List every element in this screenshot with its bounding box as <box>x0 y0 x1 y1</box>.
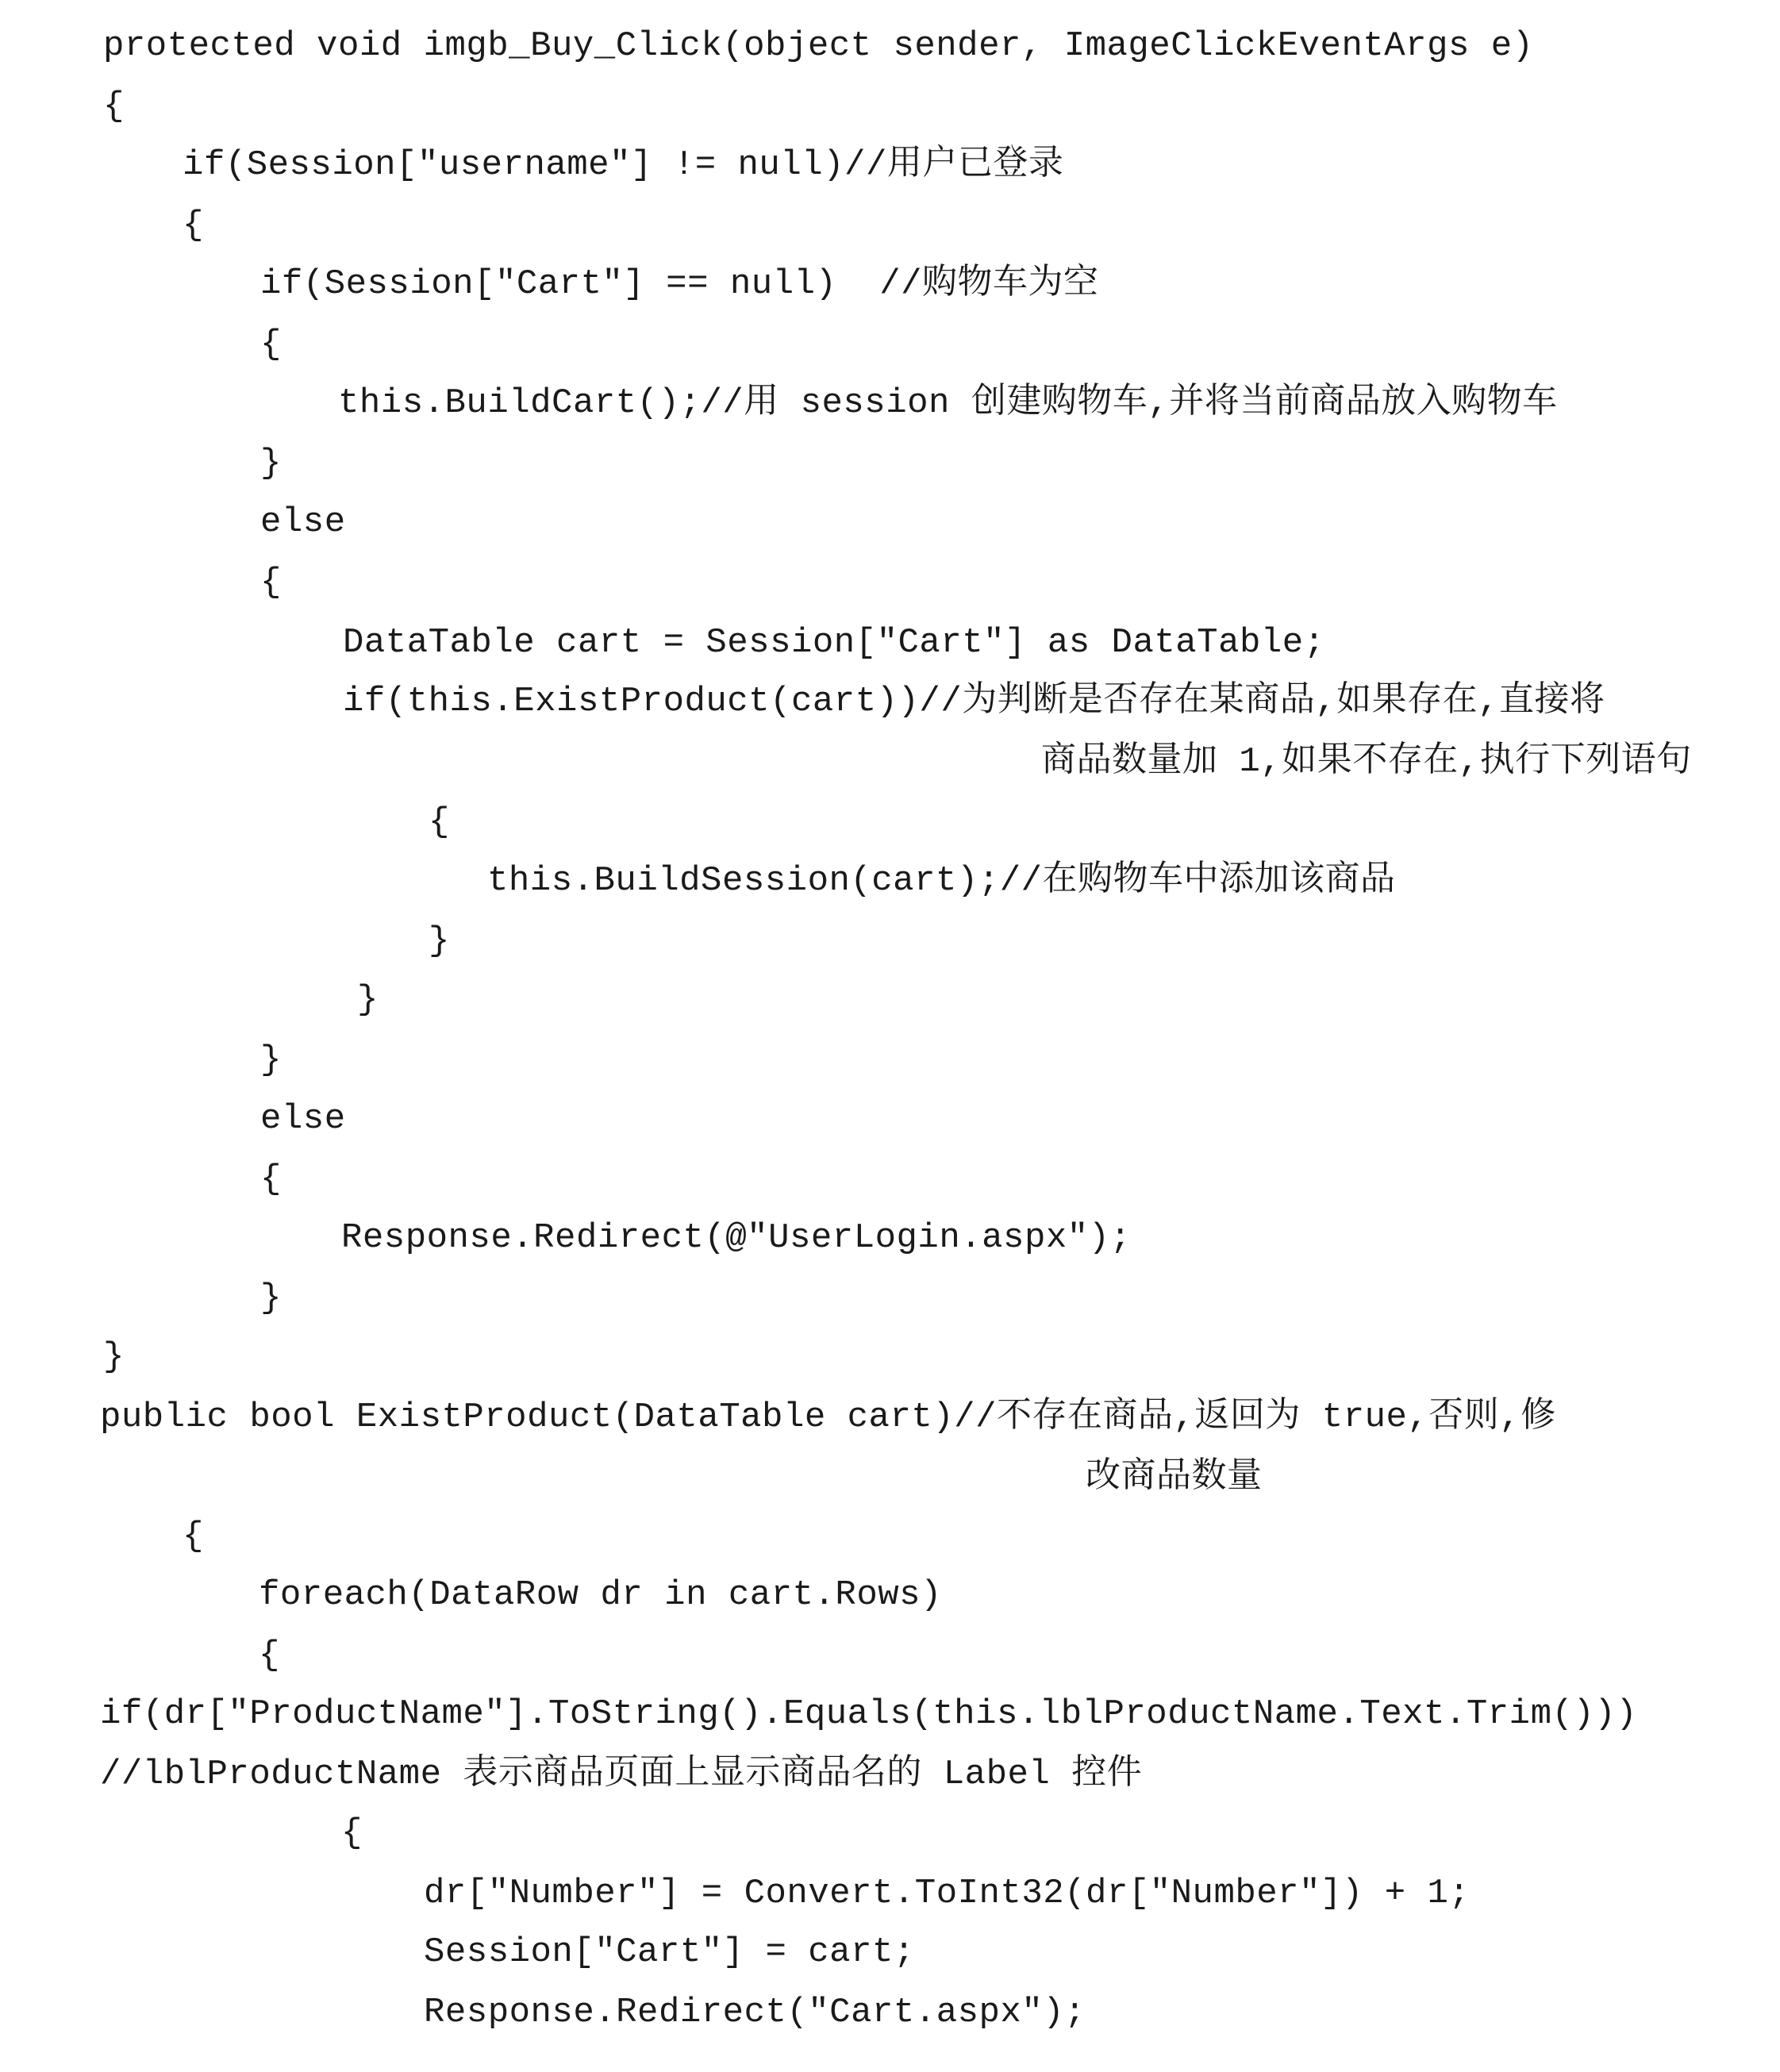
code-line: this.BuildCart();//用 session 创建购物车,并将当前商品放入购物车 <box>338 383 1558 423</box>
code-line: //lblProductName 表示商品页面上显示商品名的 Label 控件 <box>100 1755 1143 1794</box>
code-line: { <box>341 1813 363 1853</box>
code-line: Session["Cart"] = cart; <box>424 1932 915 1972</box>
code-line: { <box>103 86 125 126</box>
code-line: if(dr["ProductName"].ToString().Equals(this.lblProductName.Text.Trim())) <box>100 1694 1638 1734</box>
code-line: 商品数量加 1,如果不存在,执行下列语句 <box>1041 742 1692 782</box>
code-line: } <box>357 980 379 1020</box>
code-line: { <box>183 1517 204 1556</box>
code-line: } <box>103 1337 125 1377</box>
code-line: if(Session["Cart"] == null) //购物车为空 <box>260 264 1099 304</box>
code-line: if(this.ExistProduct(cart))//为判断是否存在某商品,如果存在,直接将 <box>343 682 1605 721</box>
code-line: this.BuildSession(cart);//在购物车中添加该商品 <box>487 861 1396 901</box>
code-line: } <box>429 921 450 961</box>
code-line: { <box>259 1636 280 1675</box>
code-line: } <box>260 444 282 483</box>
code-line: foreach(DataRow dr in cart.Rows) <box>259 1575 942 1615</box>
code-line: if(Session["username"] != null)//用户已登录 <box>183 145 1064 185</box>
code-line: { <box>429 802 450 842</box>
code-line: public bool ExistProduct(DataTable cart)//不存在商品,返回为 true,否则,修 <box>100 1397 1556 1437</box>
code-line: } <box>260 1040 282 1080</box>
code-line: { <box>260 325 282 364</box>
code-line: else <box>260 1099 346 1139</box>
code-line: Response.Redirect("Cart.aspx"); <box>424 1993 1086 2032</box>
code-line: protected void imgb_Buy_Click(object sender, ImageClickEventArgs e) <box>103 26 1534 66</box>
code-line: DataTable cart = Session["Cart"] as DataTable; <box>343 623 1325 663</box>
code-line: else <box>260 502 346 542</box>
code-line: { <box>260 1159 282 1199</box>
code-line: Response.Redirect(@"UserLogin.aspx"); <box>341 1218 1132 1258</box>
code-line: } <box>260 1278 282 1318</box>
code-line: dr["Number"] = Convert.ToInt32(dr["Number"]) + 1; <box>424 1874 1471 1913</box>
code-line: { <box>183 206 204 245</box>
code-line: { <box>260 563 282 602</box>
code-line: 改商品数量 <box>1086 1458 1263 1497</box>
